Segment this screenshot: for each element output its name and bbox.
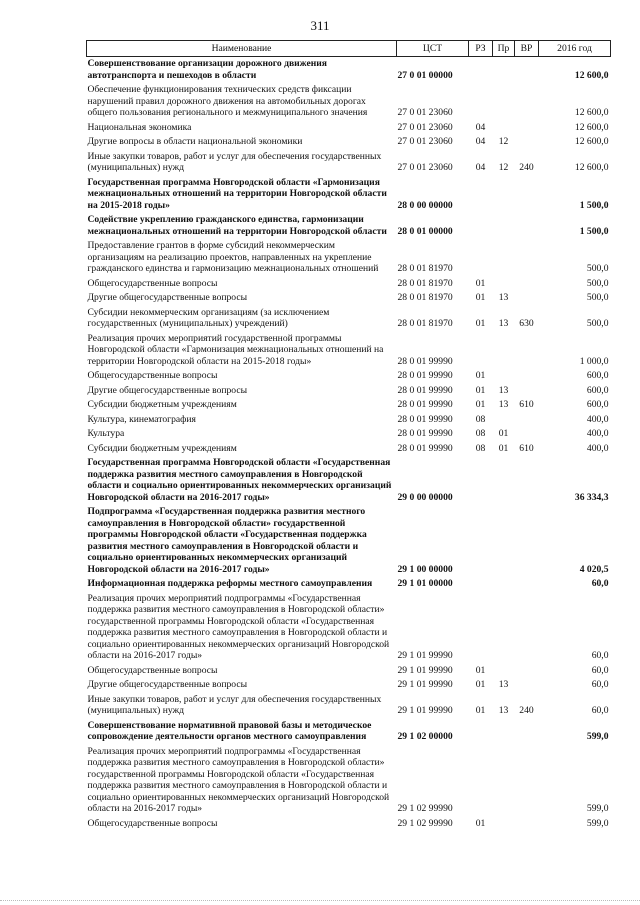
cell-vr [515,291,539,306]
cell-vr [515,213,539,239]
budget-table [86,40,611,831]
cell-rz: 01 [475,384,486,396]
cell-vr [515,592,539,664]
cell-rz: 04 [475,136,486,147]
cell-sum: 12 600,0 [574,136,609,147]
cell-name: Подпрограмма «Государственная поддержка развития местного самоуправления в Новгородской области» государственной программы Новгородской области «Государственная поддержка развития местного самоуправления в Новгородской области и социально ориентированных некоммерческих организаций Новгородской области на 2016-2017 годы» [87,506,367,575]
cell-name: Реализация прочих мероприятий подпрограммы «Государственная поддержка развития местного самоуправления в Новгородской области» государственной программы Новгородской области «Государственная поддержка развития местного самоуправления в Новгородской области и социально ориентированных некоммерческих организаций Новгородской области на 2016-2017 годы» [87,745,390,814]
cell-cst: 29 1 01 99990 [397,705,453,716]
cell-pr [493,277,515,292]
cell-rz: 01 [475,705,486,716]
cell-name: Культура [87,428,125,439]
header-sum: 2016 год [539,41,611,57]
cell-pr [493,332,515,370]
cell-rz [469,239,493,277]
cell-pr: 13 [498,679,509,690]
cell-sum: 12 600,0 [574,162,609,173]
cell-vr [515,505,539,577]
cell-sum: 500,0 [586,318,609,329]
cell-rz [469,505,493,577]
table-row [87,369,611,384]
cell-rz: 04 [475,121,486,133]
cell-cst: 28 0 01 99990 [397,413,453,425]
cell-rz: 08 [475,413,486,425]
cell-vr: 610 [519,399,534,410]
cell-name: Иные закупки товаров, работ и услуг для обеспечения государственных (муниципальных) нужд [87,693,382,716]
cell-pr: 13 [498,318,509,329]
cell-rz: 01 [475,399,486,410]
table-row [87,306,611,332]
cell-name: Общегосударственные вопросы [87,370,218,381]
cell-name: Национальная экономика [87,121,192,133]
cell-vr [515,664,539,679]
table-row [87,427,611,442]
cell-sum: 599,0 [586,817,609,829]
cell-pr [493,719,515,745]
cell-cst: 28 0 01 99990 [397,442,453,454]
cell-name: Реализация прочих мероприятий подпрограммы «Государственная поддержка развития местного самоуправления в Новгородской области» государственной программы Новгородской области «Государственная поддержка развития местного самоуправления в Новгородской области и социально ориентированных некоммерческих организаций Новгородской области на 2016-2017 годы» [87,592,390,661]
header-cst: ЦСТ [397,41,469,57]
cell-cst: 27 0 01 23060 [397,136,453,147]
header-rz: РЗ [469,41,493,57]
cell-vr [515,678,539,693]
cell-vr [515,456,539,505]
cell-rz [469,213,493,239]
cell-name: Предоставление грантов в форме субсидий некоммерческим организациям на реализацию проектов, направленных на укрепление гражданского единства и гармонизацию межнациональных отношений [87,240,379,274]
page-number: 311 [310,18,330,33]
cell-rz [469,745,493,817]
cell-pr [493,369,515,384]
cell-vr [515,57,539,84]
cell-vr [515,413,539,428]
cell-sum: 400,0 [586,442,609,454]
header-name: Наименование [87,41,397,57]
cell-cst: 27 0 01 23060 [397,121,453,133]
table-row [87,291,611,306]
cell-vr [515,369,539,384]
cell-rz: 01 [475,679,486,690]
cell-sum: 60,0 [591,578,609,589]
cell-vr: 630 [519,318,534,329]
cell-cst: 28 0 01 81970 [397,277,453,289]
cell-pr: 13 [498,399,509,410]
cell-pr [493,176,515,214]
cell-pr [493,239,515,277]
cell-pr: 01 [498,442,509,454]
cell-cst: 29 1 01 99990 [397,650,453,661]
cell-rz: 01 [475,664,486,676]
header-vr: ВР [515,41,539,57]
cell-rz: 04 [475,162,486,173]
cell-vr [515,427,539,442]
cell-pr [493,213,515,239]
table-row [87,150,611,176]
cell-pr [493,57,515,84]
cell-sum: 12 600,0 [574,121,609,133]
cell-sum: 500,0 [586,277,609,289]
table-row [87,277,611,292]
cell-pr [493,745,515,817]
cell-pr: 01 [498,428,509,439]
cell-sum: 1 500,0 [579,199,609,211]
cell-cst: 29 0 00 00000 [397,491,453,503]
cell-pr [493,456,515,505]
cell-cst: 28 0 01 81970 [397,292,453,303]
cell-cst: 28 0 01 99990 [397,399,453,410]
table-row [87,505,611,577]
cell-pr [493,664,515,679]
cell-sum: 4 020,5 [579,563,609,575]
cell-pr [493,577,515,592]
cell-vr [515,384,539,399]
cell-name: Совершенствование организации дорожного движения автотранспорта и пешеходов в области [87,58,327,81]
cell-name: Государственная программа Новгородской области «Государственная поддержка развития местного самоуправления в Новгородской области и социально ориентированных некоммерческих организаций Новгородской области на 2016-2017 годы» [87,457,392,503]
table-row [87,664,611,679]
cell-name: Общегосударственные вопросы [87,817,218,829]
cell-name: Реализация прочих мероприятий государственной программы Новгородской области «Гармонизация межнациональных отношений на территории Новгородской области на 2015-2018 годы» [87,332,384,367]
table-row [87,592,611,664]
cell-sum: 400,0 [586,428,609,439]
cell-cst: 29 1 02 99990 [397,817,453,829]
cell-rz: 01 [475,318,486,329]
cell-rz [469,57,493,84]
cell-pr [493,413,515,428]
cell-sum: 60,0 [591,679,609,690]
cell-rz: 01 [475,370,486,381]
cell-cst: 28 0 01 99990 [397,355,453,367]
cell-cst: 28 0 01 00000 [397,225,453,237]
cell-name: Другие вопросы в области национальной экономики [87,136,303,147]
cell-sum: 1 000,0 [579,355,609,367]
cell-rz [469,456,493,505]
cell-pr: 12 [498,136,509,147]
cell-sum: 36 334,3 [574,491,609,503]
table-row [87,745,611,817]
table-row [87,121,611,136]
cell-sum: 599,0 [586,731,609,742]
cell-name: Общегосударственные вопросы [87,664,218,676]
table-row [87,719,611,745]
cell-sum: 400,0 [586,413,609,425]
cell-sum: 60,0 [591,705,609,716]
table-row [87,442,611,457]
cell-name: Субсидии бюджетным учреждениям [87,399,237,410]
cell-name: Культура, кинематография [87,413,196,425]
cell-vr [515,277,539,292]
table-row [87,57,611,84]
table-row [87,176,611,214]
cell-cst: 29 1 02 99990 [397,803,453,814]
cell-rz: 08 [475,428,486,439]
cell-vr [515,817,539,832]
table-body [87,57,611,832]
cell-vr [515,719,539,745]
cell-pr: 13 [498,384,509,396]
cell-name: Субсидии бюджетным учреждениям [87,442,237,454]
table-row [87,817,611,832]
cell-name: Субсидии некоммерческим организациям (за исключением государственных (муниципальных) учреждений) [87,306,330,329]
cell-name: Другие общегосударственные вопросы [87,679,248,690]
cell-cst: 29 1 00 00000 [397,563,453,575]
cell-pr [493,121,515,136]
cell-name: Информационная поддержка реформы местного самоуправления [87,578,373,589]
cell-cst: 28 0 01 81970 [397,318,453,329]
cell-pr: 13 [498,292,509,303]
cell-sum: 599,0 [586,803,609,814]
cell-pr [493,83,515,121]
table-row [87,332,611,370]
cell-pr [493,592,515,664]
cell-name: Содействие укреплению гражданского единства, гармонизации межнациональных отношений на территории Новгородской области [87,214,387,237]
cell-sum: 600,0 [586,384,609,396]
cell-sum: 12 600,0 [574,107,609,118]
cell-vr [515,577,539,592]
table-row [87,384,611,399]
table-row [87,239,611,277]
cell-cst: 27 0 01 23060 [397,107,453,118]
cell-cst: 28 0 01 99990 [397,370,453,381]
cell-rz: 01 [475,817,486,829]
cell-vr [515,121,539,136]
cell-name: Обеспечение функционирования технических средств фиксации нарушений правил дорожного движения на автомобильных дорогах общего пользования регионального и межмуниципального значения [87,84,368,118]
cell-cst: 29 1 01 00000 [397,578,453,589]
table-row [87,456,611,505]
cell-sum: 500,0 [586,263,609,274]
table-row [87,678,611,693]
cell-vr [515,176,539,214]
cell-sum: 600,0 [586,399,609,410]
cell-cst: 28 0 00 00000 [397,199,453,211]
cell-name: Другие общегосударственные вопросы [87,292,248,303]
cell-sum: 12 600,0 [574,69,609,81]
cell-vr: 610 [519,442,534,454]
cell-cst: 29 1 01 99990 [397,664,453,676]
cell-sum: 1 500,0 [579,225,609,237]
cell-name: Другие общегосударственные вопросы [87,384,248,396]
cell-pr: 12 [498,162,509,173]
cell-rz: 01 [475,277,486,289]
table-row [87,213,611,239]
cell-pr [493,817,515,832]
cell-cst: 28 0 01 81970 [397,263,453,274]
cell-name: Совершенствование нормативной правовой базы и методическое сопровождение деятельности органов местного самоуправления [87,719,372,742]
cell-vr [515,135,539,150]
cell-sum: 600,0 [586,370,609,381]
cell-name: Общегосударственные вопросы [87,277,218,289]
cell-rz: 01 [475,292,486,303]
table-row [87,83,611,121]
cell-pr: 13 [498,705,509,716]
table-header [87,41,611,57]
table-row [87,398,611,413]
scan-edge-divider [0,899,640,901]
cell-rz [469,577,493,592]
cell-rz [469,592,493,664]
cell-vr [515,83,539,121]
cell-rz [469,719,493,745]
cell-rz: 08 [475,442,486,454]
cell-cst: 27 0 01 00000 [397,69,453,81]
table-row [87,577,611,592]
cell-sum: 60,0 [591,650,609,661]
table-row [87,693,611,719]
table-row [87,413,611,428]
cell-vr [515,745,539,817]
cell-cst: 27 0 01 23060 [397,162,453,173]
cell-name: Государственная программа Новгородской области «Гармонизация межнациональных отношений на территории Новгородской области на 2015-2018 годы» [87,176,387,211]
cell-vr [515,239,539,277]
header-pr: Пр [493,41,515,57]
cell-cst: 29 1 02 00000 [397,731,453,742]
cell-vr [515,332,539,370]
cell-cst: 28 0 01 99990 [397,384,453,396]
cell-vr: 240 [519,162,534,173]
cell-rz [469,332,493,370]
cell-rz [469,176,493,214]
cell-vr: 240 [519,705,534,716]
cell-pr [493,505,515,577]
cell-sum: 60,0 [591,664,609,676]
cell-rz [469,83,493,121]
table-row [87,135,611,150]
cell-cst: 29 1 01 99990 [397,679,453,690]
cell-name: Иные закупки товаров, работ и услуг для обеспечения государственных (муниципальных) нужд [87,150,382,173]
cell-sum: 500,0 [586,292,609,303]
cell-cst: 28 0 01 99990 [397,428,453,439]
